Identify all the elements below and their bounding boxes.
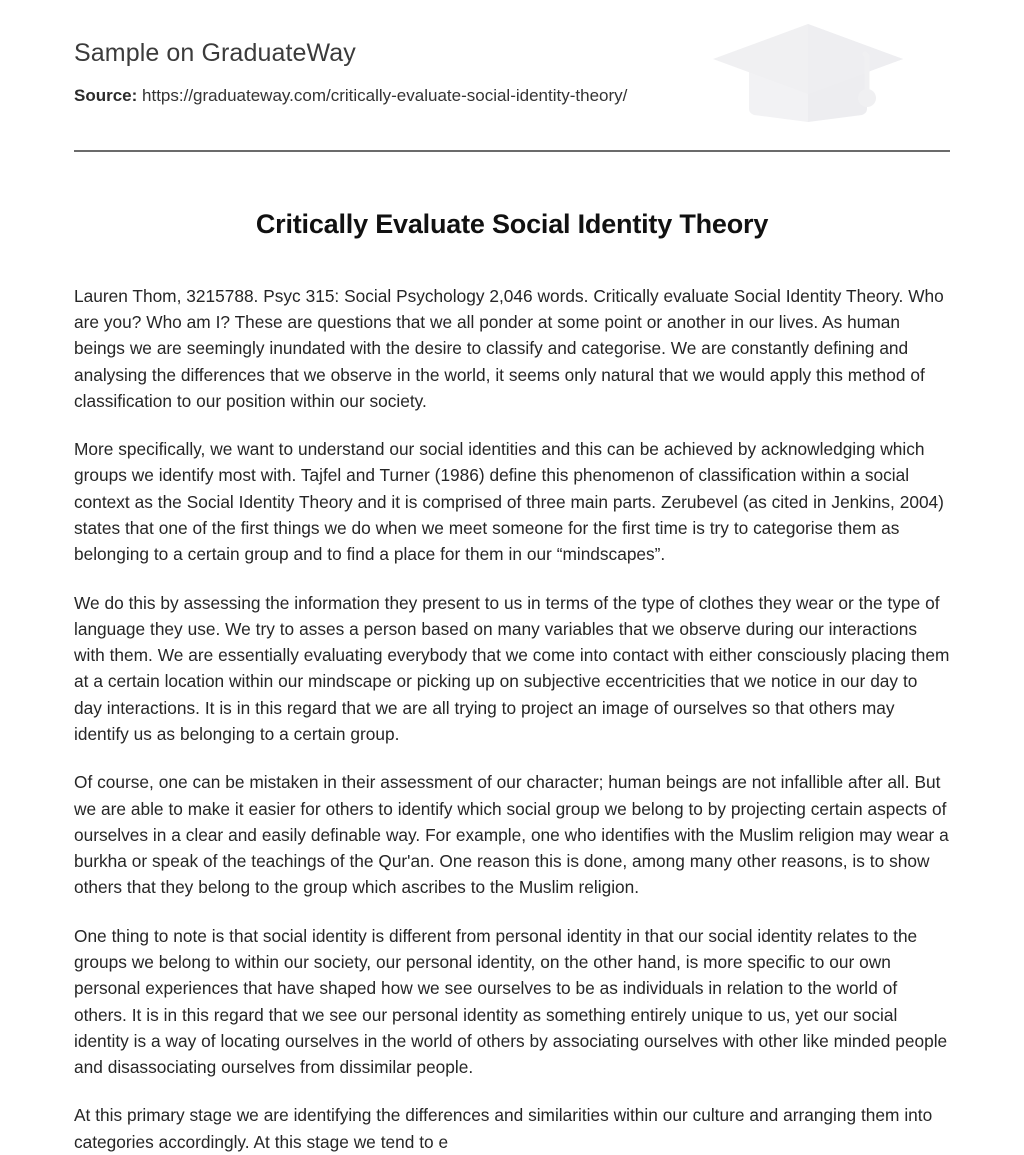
header-divider [74,150,950,152]
page-title: Critically Evaluate Social Identity Theory [255,209,769,239]
paragraph: More specifically, we want to understand our social identities and this can be achieved by acknowledging which groups we identify most with. Tajfel and Turner (1986) define this phenomenon of classification within a social context as the Social Identity Theory and it is comprised of three main parts. Zerubevel (as cited in Jenkins, 2004) states that one of the first things we do when we meet someone for the first time is try to categorise them as belonging to a certain group and to find a place for them in our “mindscapes”. [74,439,944,565]
paragraph: Lauren Thom, 3215788. Psyc 315: Social Psychology 2,046 words. Critically evaluate Social Identity Theory. Who are you? Who am I? These are questions that we all ponder at some point or another in our lives. As human beings we are seemingly inundated with the desire to classify and categorise. We are constantly defining and analysing the differences that we observe in the world, it seems only natural that we would apply this method of classification to our position within our society. [74,285,944,411]
page-header [74,0,950,112]
paragraph: Of course, one can be mistaken in their assessment of our character; human beings are not infallible after all. But we are able to make it easier for others to identify which social group we belong to by projecting certain aspects of ourselves in a clear and easily definable way. For example, one who identifies with the Muslim religion may wear a burkha or speak of the teachings of the Qur'an. One reason this is done, among many other reasons, is to show others that they belong to the group which ascribes to the Muslim religion. [74,772,949,898]
graduation-cap-icon [707,14,912,126]
brand-title: Sample on GraduateWay [74,39,356,67]
paragraph: One thing to note is that social identity is different from personal identity in that our social identity relates to the groups we belong to within our society, our personal identity, on the other hand, is more specific to our own personal experiences that have shaped how we see ourselves to be as individuals in relation to the world of others. It is in this regard that we see our personal identity as something entirely unique to us, yet our social identity is a way of locating ourselves in the world of others by associating ourselves with other like minded people and disassociating ourselves from dissimilar people. [74,925,948,1078]
document-body [74,283,950,1155]
paragraph: We do this by assessing the information they present to us in terms of the type of clothes they wear or the type of language they use. We try to asses a person based on many variables that we observe during our interactions with them. We are essentially evaluating everybody that we come into contact with either consciously placing them at a certain location within our mindscape or picking up on subjective eccentricities that we notice in our day to day interactions. It is in this regard that we are all trying to project an image of ourselves so that others may identify us as belonging to a certain group. [74,592,950,744]
source-url: https://graduateway.com/critically-evaluate-social-identity-theory/ [142,86,628,105]
source-label: Source: [74,86,138,105]
paragraph: At this primary stage we are identifying the differences and similarities within our culture and arranging them into categories accordingly. At this stage we tend to e [74,1105,933,1152]
source-line [74,85,950,106]
